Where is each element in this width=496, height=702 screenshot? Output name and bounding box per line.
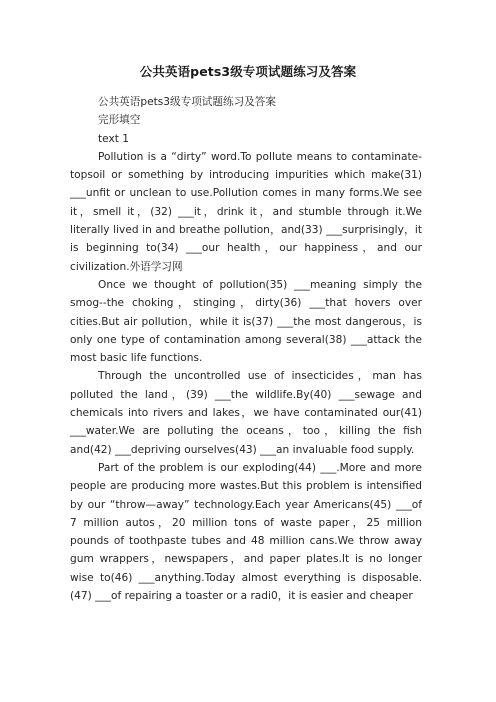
document-body [70,93,422,605]
section-label: 完形填空 [98,114,141,127]
heading-line: 公共英语pets3级专项试题练习及答案 [98,96,276,108]
paragraph-3: Through the uncontrolled use of insecticides，man has polluted the land，(39) ___the wildlife.By(40) ___sewage and chemicals into rivers and lakes，we have contaminated our(41) ___water.We are polluting the oceans，too，killing the fish and(42) ___depriving ourselves(43) ___an invaluable food supply. [70,370,422,456]
text-label: text 1 [98,132,130,145]
paragraph-1: Pollution is a “dirty” word.To pollute means to contaminate-topsoil or something by introducing impurities which make(31) ___unfit or unclean to use.Pollution comes in many forms.We see it，smell it，(32) ___it，drink it，and stumble through it.We literally lived in and breathe pollution，and(33) ___surprisingly，it is beginning to(34) ___our health，our happiness，and our civilization.外语学习网 [70,150,422,273]
paragraph-2: Once we thought of pollution(35) ___meaning simply the smog--the choking，stinging，dirty(36) ___that hovers over cities.But air pollution，while it is(37) ___the most dangerous，is only one type of contamination among several(38) ___attack the most basic life functions. [70,278,422,365]
paragraph-4: Part of the problem is our exploding(44) ___.More and more people are producing more wastes.But this problem is intensified by our “throw—away” technology.Each year Americans(45) ___of 7 million autos，20 million tons of waste paper，25 million pounds of toothpaste tubes and 48 million cans.We throw away gum wrappers，newspapers，and paper plates.It is no longer wise to(46) ___anything.Today almost everything is disposable.(47) ___of repairing a toaster or a radi0，it is easier and cheaper [70,461,422,603]
page-title: 公共英语pets3级专项试题练习及答案 [139,64,357,79]
